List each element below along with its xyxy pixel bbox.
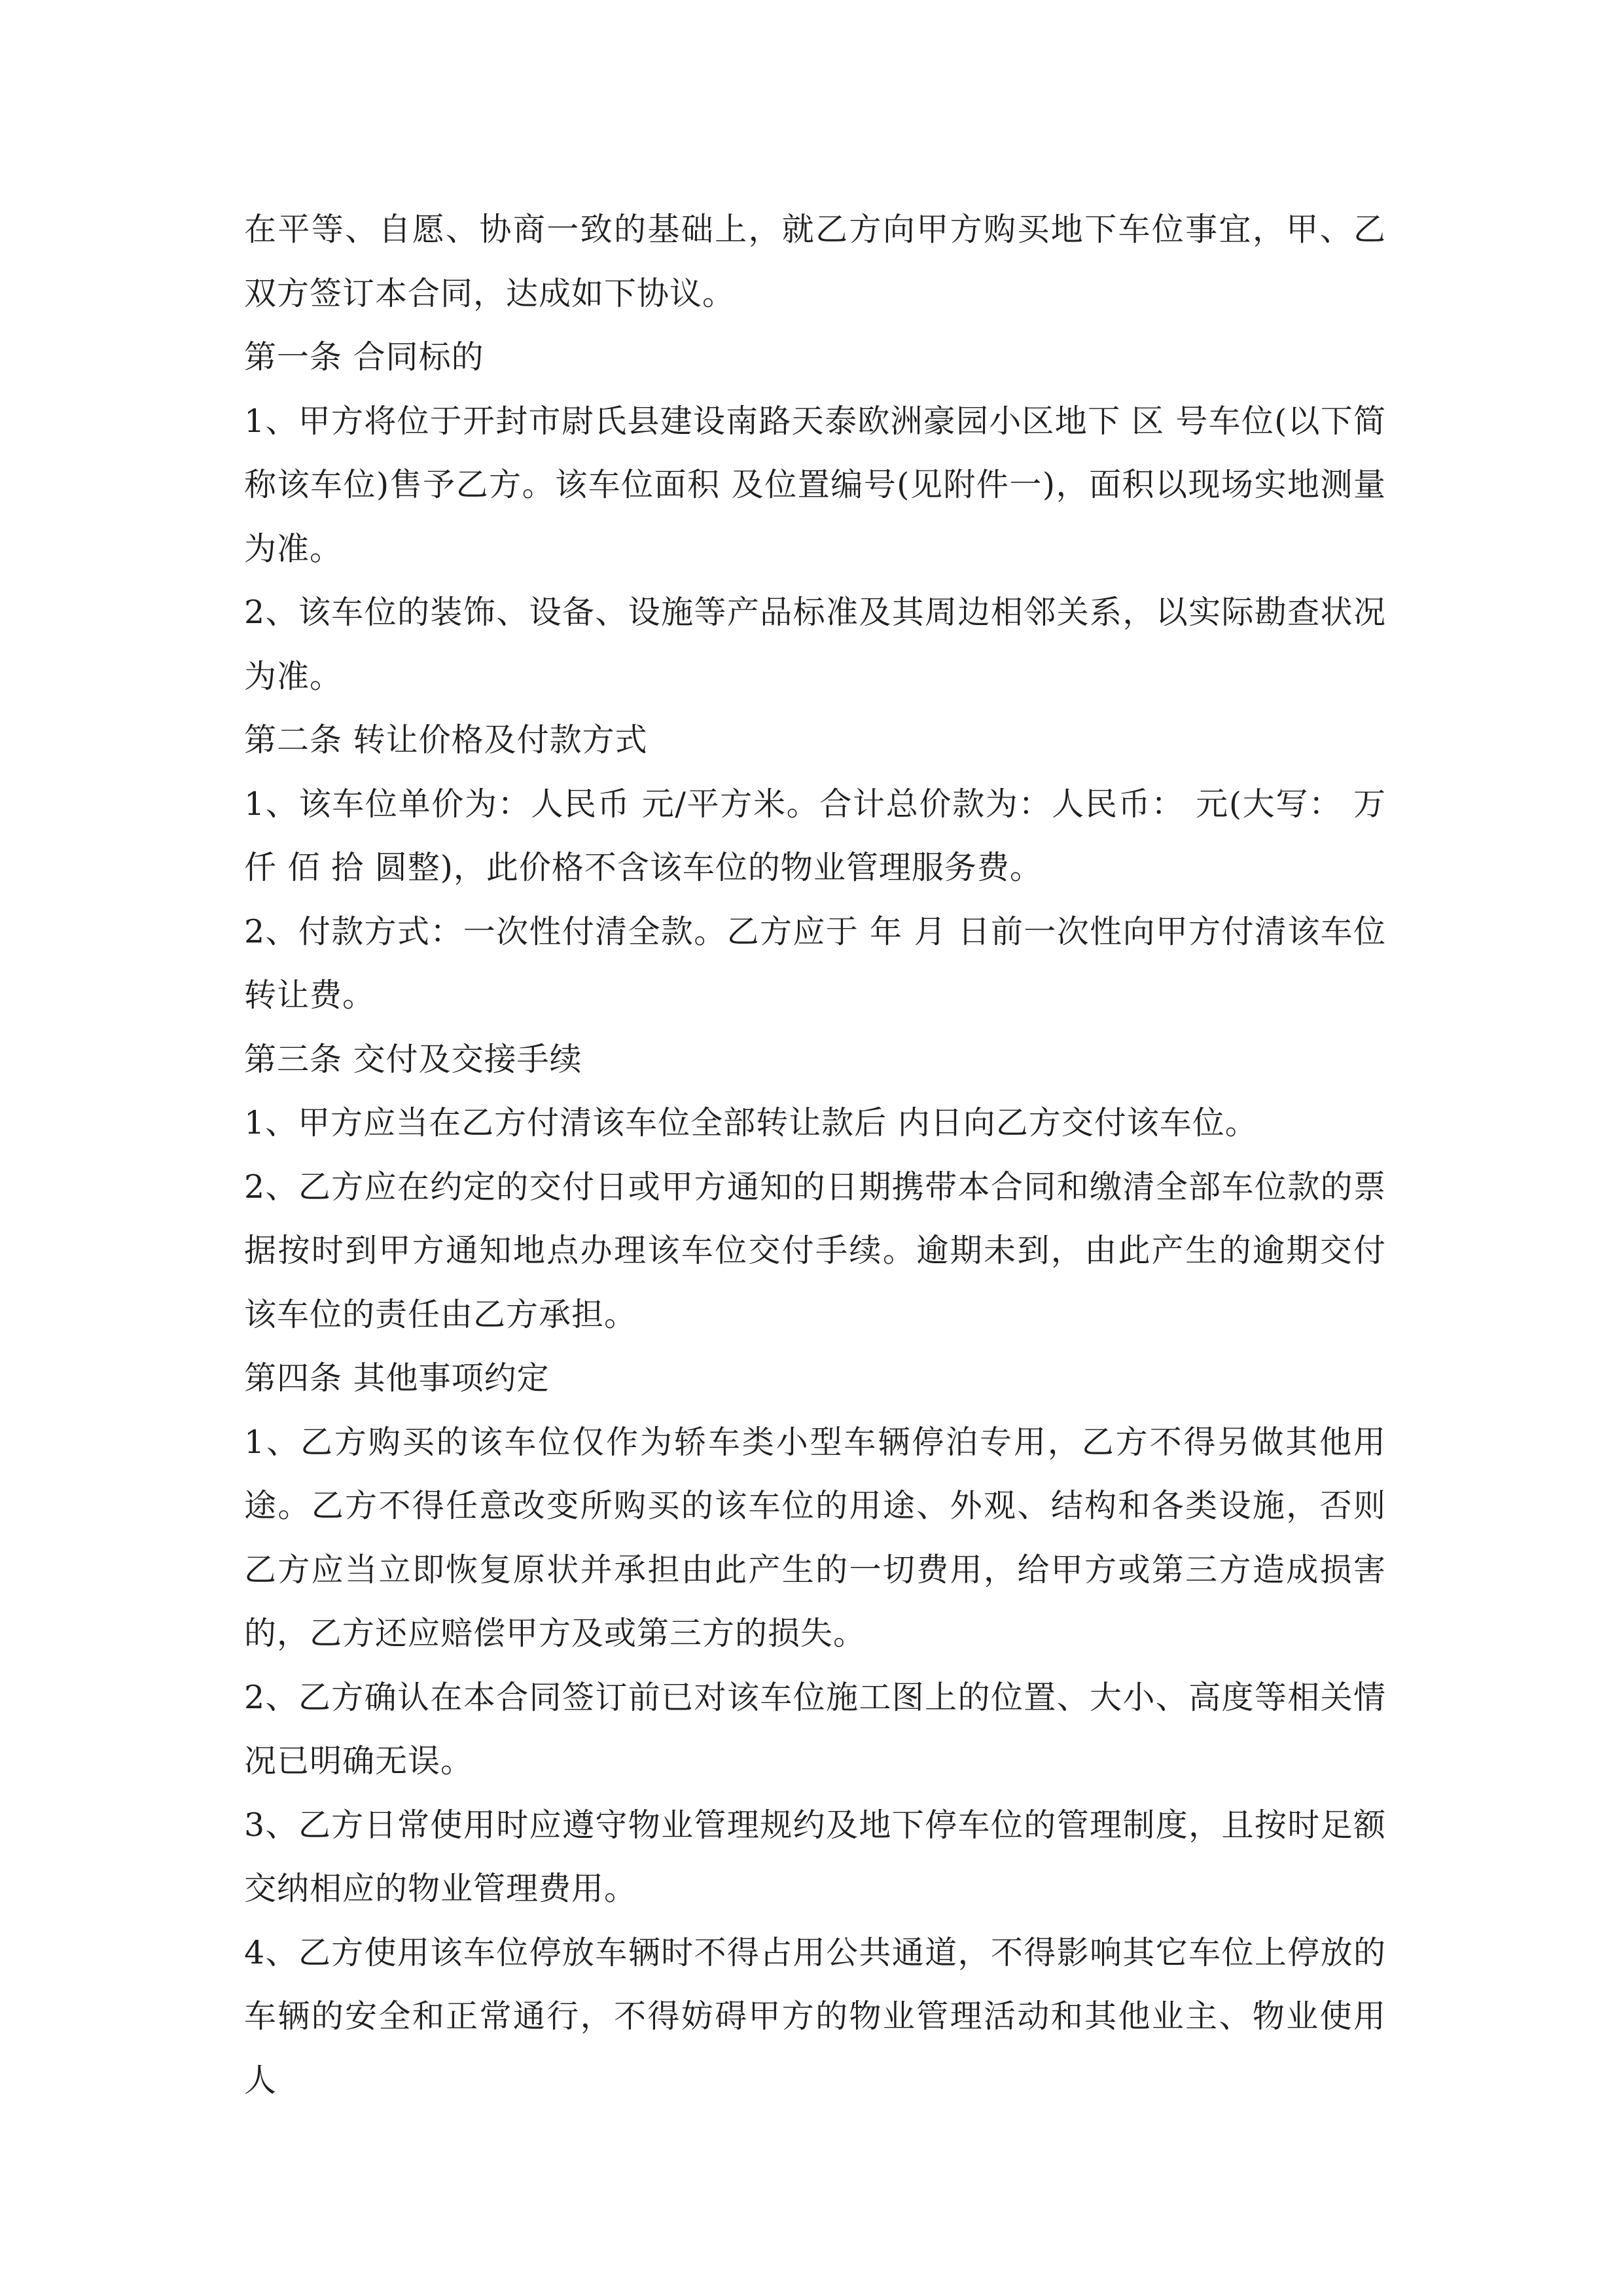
- article-2-clause-2: 2、付款方式：一次性付清全款。乙方应于 年 月 日前一次性向甲方付清该车位转让费。: [244, 912, 1386, 1014]
- article-3-heading: 第三条 交付及交接手续: [244, 1040, 582, 1078]
- article-4-clause-2: 2、乙方确认在本合同签订前已对该车位施工图上的位置、大小、高度等相关情况已明确无误。: [244, 1678, 1386, 1780]
- document-body: [244, 198, 1386, 2112]
- intro-paragraph: 在平等、自愿、协商一致的基础上，就乙方向甲方购买地下车位事宜，甲、乙双方签订本合同，达成如下协议。: [244, 211, 1386, 312]
- article-2-heading: 第二条 转让价格及付款方式: [244, 721, 648, 759]
- article-2-clause-1: 1、该车位单价为：人民币 元/平方米。合计总价款为：人民币： 元(大写： 万 仟 佰 拾 圆整)，此价格不含该车位的物业管理服务费。: [244, 785, 1386, 886]
- article-1-clause-2: 2、该车位的装饰、设备、设施等产品标准及其周边相邻关系，以实际勘查状况为准。: [244, 594, 1386, 695]
- article-1-clause-1: 1、甲方将位于开封市尉氏县建设南路天泰欧洲豪园小区地下 区 号车位(以下简称该车位)售予乙方。该车位面积 及位置编号(见附件一)，面积以现场实地测量为准。: [244, 402, 1386, 567]
- article-4-heading: 第四条 其他事项约定: [244, 1359, 550, 1397]
- article-1-heading: 第一条 合同标的: [244, 338, 484, 376]
- article-3-clause-1: 1、甲方应当在乙方付清该车位全部转让款后 内日向乙方交付该车位。: [244, 1104, 1258, 1141]
- article-4-clause-1: 1、乙方购买的该车位仅作为轿车类小型车辆停泊专用，乙方不得另做其他用途。乙方不得任意改变所购买的该车位的用途、外观、结构和各类设施，否则乙方应当立即恢复原状并承担由此产生的一切费用，给甲方或第三方造成损害的，乙方还应赔偿甲方及或第三方的损失。: [244, 1423, 1386, 1652]
- article-3-clause-2: 2、乙方应在约定的交付日或甲方通知的日期携带本合同和缴清全部车位款的票据按时到甲方通知地点办理该车位交付手续。逾期未到，由此产生的逾期交付该车位的责任由乙方承担。: [244, 1168, 1386, 1333]
- article-4-clause-3: 3、乙方日常使用时应遵守物业管理规约及地下停车位的管理制度，且按时足额交纳相应的物业管理费用。: [244, 1806, 1386, 1907]
- article-4-clause-4: 4、乙方使用该车位停放车辆时不得占用公共通道，不得影响其它车位上停放的车辆的安全和正常通行，不得妨碍甲方的物业管理活动和其他业主、物业使用人: [244, 1933, 1386, 2099]
